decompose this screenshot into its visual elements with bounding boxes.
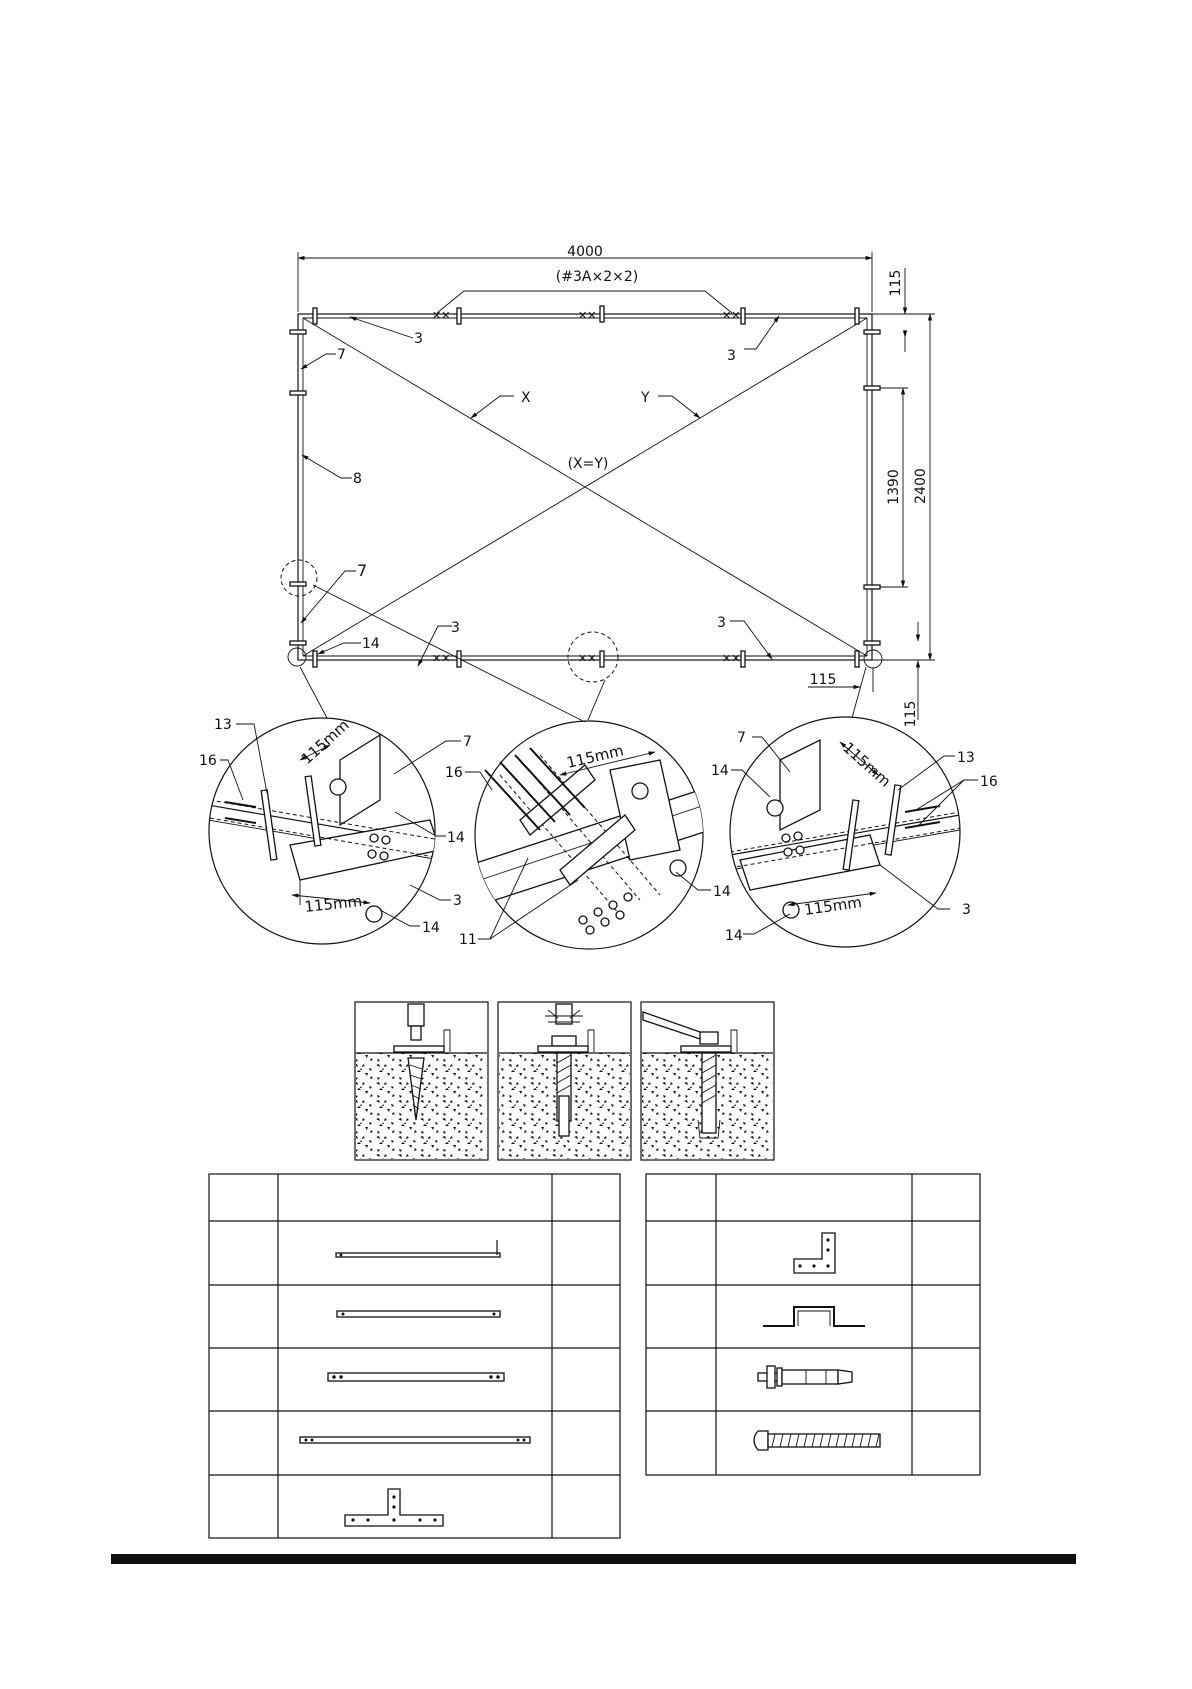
detail-right-label-3: 3 — [962, 902, 971, 918]
dim-inner: 1390 — [886, 469, 902, 505]
table-row — [328, 1373, 504, 1381]
corner-detail-marker-right — [864, 650, 882, 668]
top-brackets — [313, 306, 859, 324]
part-rail-with-holes — [328, 1373, 504, 1381]
part-bolt — [754, 1431, 880, 1450]
rail-note: (#3A×2×2) — [555, 269, 639, 285]
callout-3-bottom-right: 3 — [717, 615, 726, 631]
corner-detail-marker-left — [288, 648, 306, 666]
dim-bottom-offset-h: 115 — [809, 672, 837, 688]
parts-table-right — [646, 1174, 980, 1475]
table-row — [794, 1233, 835, 1273]
detail-left-label-16: 16 — [199, 753, 217, 769]
detail-center-label-11: 11 — [459, 932, 477, 948]
part-long-rail — [300, 1437, 530, 1443]
detail-center — [445, 721, 731, 949]
detail-right-label-7: 7 — [737, 730, 746, 746]
anchor-step-insert — [498, 1002, 631, 1160]
detail-right-label-13: 13 — [957, 750, 975, 766]
detail-left-label-13: 13 — [214, 717, 232, 733]
svg-text:✕✕: ✕✕ — [722, 652, 741, 665]
dim-width: 4000 — [567, 244, 603, 260]
part-omega-clip — [763, 1307, 865, 1326]
detail-right-label-16: 16 — [980, 774, 998, 790]
detail-center-label-14: 14 — [713, 884, 731, 900]
anchor-steps — [355, 1002, 774, 1160]
part-expansion-anchor — [758, 1366, 852, 1388]
table-row — [337, 1311, 500, 1317]
parts-table-left — [209, 1174, 620, 1538]
diag-equal-note: (X=Y) — [567, 456, 609, 472]
table-row — [758, 1366, 852, 1388]
detail-left-label-7: 7 — [463, 734, 472, 750]
main-frame — [281, 306, 882, 722]
table-row — [300, 1437, 530, 1443]
detail-right-label-14-lower: 14 — [725, 928, 743, 944]
svg-text:✕✕: ✕✕ — [432, 652, 451, 665]
diag-label-y: Y — [641, 390, 650, 406]
main-dimensions — [298, 244, 935, 727]
dim-bottom-offset-v: 115 — [903, 700, 919, 728]
detail-left-label-14-lower: 14 — [422, 920, 440, 936]
detail-right-dim-a: 115mm — [839, 738, 895, 791]
callout-7-upper: 7 — [337, 347, 346, 363]
part-rail — [337, 1311, 500, 1317]
detail-left-label-3: 3 — [453, 893, 462, 909]
dim-height: 2400 — [913, 468, 929, 504]
dim-top-offset: 115 — [888, 269, 904, 297]
detail-right-dim-b: 115mm — [803, 893, 863, 919]
detail-center-label-16: 16 — [445, 765, 463, 781]
anchor-step-drill — [355, 1002, 488, 1160]
callout-8: 8 — [353, 471, 362, 487]
detail-marker-side — [281, 560, 317, 596]
table-row — [763, 1307, 865, 1326]
detail-left — [199, 716, 472, 944]
part-long-rail-with-flange — [336, 1240, 500, 1257]
part-t-plate — [345, 1489, 443, 1526]
svg-text:✕✕: ✕✕ — [722, 309, 741, 322]
detail-left-dim-b: 115mm — [303, 892, 363, 916]
callout-3-top-left: 3 — [414, 331, 423, 347]
part-l-bracket — [794, 1233, 835, 1273]
svg-text:✕✕: ✕✕ — [578, 652, 597, 665]
footer-rule — [111, 1554, 1076, 1564]
detail-right — [711, 717, 998, 947]
detail-center-dim-a: 115mm — [564, 741, 626, 772]
callout-3-bottom-left: 3 — [451, 620, 460, 636]
bottom-brackets — [313, 651, 859, 667]
table-row — [345, 1489, 443, 1526]
callout-7-lower: 7 — [357, 561, 368, 580]
svg-text:✕✕: ✕✕ — [578, 309, 597, 322]
detail-left-label-14-upper: 14 — [447, 830, 465, 846]
svg-text:✕✕: ✕✕ — [432, 309, 451, 322]
callout-14-main: 14 — [362, 636, 380, 652]
table-row — [336, 1240, 500, 1257]
main-callouts — [301, 316, 779, 666]
detail-left-dim-a: 115mm — [297, 715, 353, 768]
detail-right-label-14-upper: 14 — [711, 763, 729, 779]
anchor-step-tighten — [641, 1002, 774, 1160]
diag-label-x: X — [521, 390, 531, 406]
table-row — [754, 1431, 880, 1450]
callout-3-top-right: 3 — [727, 348, 736, 364]
